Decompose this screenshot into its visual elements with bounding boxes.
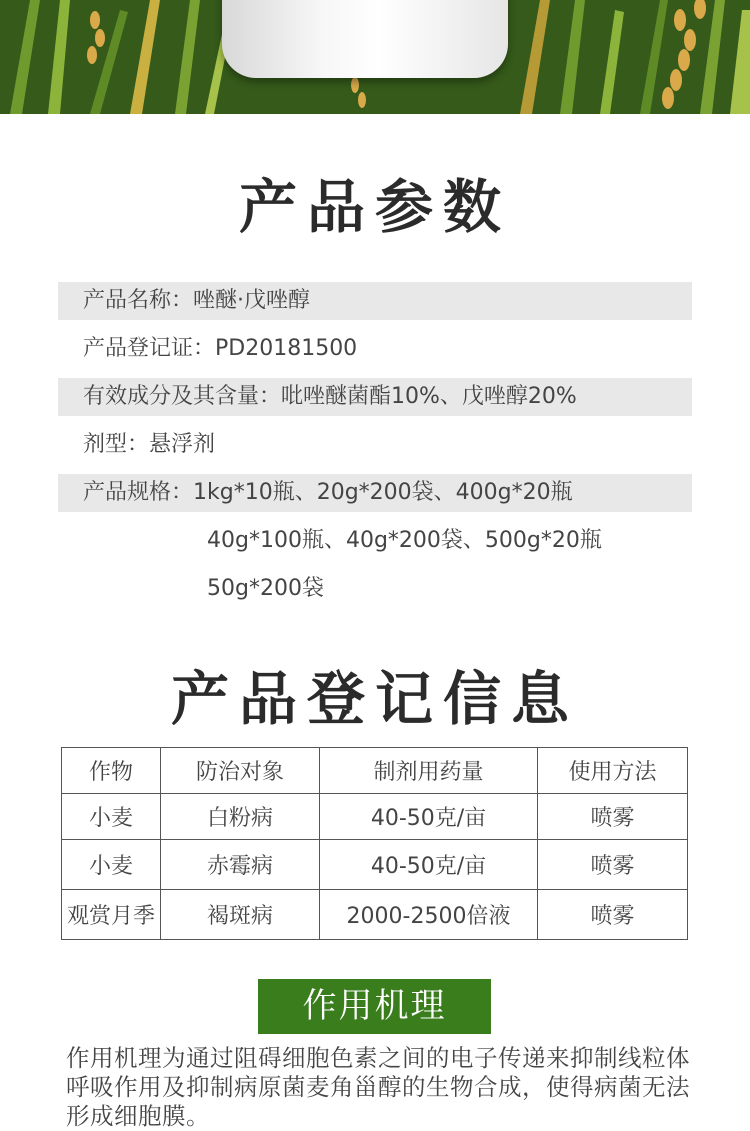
param-product-name: 产品名称：唑醚·戊唑醇 [58,282,692,320]
table-header-cell: 制剂用药量 [320,748,538,794]
table-cell-crop: 小麦 [62,794,161,840]
table-cell-dosage: 40-50克/亩 [320,794,538,840]
param-spec-continued: 50g*200袋 [207,576,324,601]
registration-table [61,747,688,940]
hero-banner-image [0,0,750,114]
table-cell-crop: 观赏月季 [62,890,161,940]
table-row [62,794,688,840]
table-cell-method: 喷雾 [538,890,688,940]
table-cell-method: 喷雾 [538,840,688,890]
table-cell-target: 褐斑病 [161,890,320,940]
param-ingredients: 有效成分及其含量：吡唑醚菌酯10%、戊唑醇20% [58,378,692,416]
table-cell-dosage: 2000-2500倍液 [320,890,538,940]
table-row [62,890,688,940]
table-cell-crop: 小麦 [62,840,161,890]
param-formulation: 剂型：悬浮剂 [83,432,216,457]
mechanism-badge: 作用机理 [258,979,491,1034]
table-cell-dosage: 40-50克/亩 [320,840,538,890]
table-header-row [62,748,688,794]
table-header-cell: 防治对象 [161,748,320,794]
table-cell-method: 喷雾 [538,794,688,840]
table-cell-target: 白粉病 [161,794,320,840]
params-section-title: 产品参数 [238,173,511,241]
param-registration-cert: 产品登记证：PD20181500 [83,336,358,361]
table-row [62,840,688,890]
table-header-cell: 使用方法 [538,748,688,794]
table-cell-target: 赤霉病 [161,840,320,890]
registration-section-title: 产品登记信息 [170,665,579,733]
param-spec-continued: 40g*100瓶、40g*200袋、500g*20瓶 [207,528,602,553]
table-header-cell: 作物 [62,748,161,794]
mechanism-description: 作用机理为通过阻碍细胞色素之间的电子传递来抑制线粒体呼吸作用及抑制病原菌麦角甾醇的生物合成，使得病菌无法形成细胞膜。 [66,1044,690,1130]
param-spec: 产品规格：1kg*10瓶、20g*200袋、400g*20瓶 [58,474,692,512]
product-bottle-image [222,0,508,78]
